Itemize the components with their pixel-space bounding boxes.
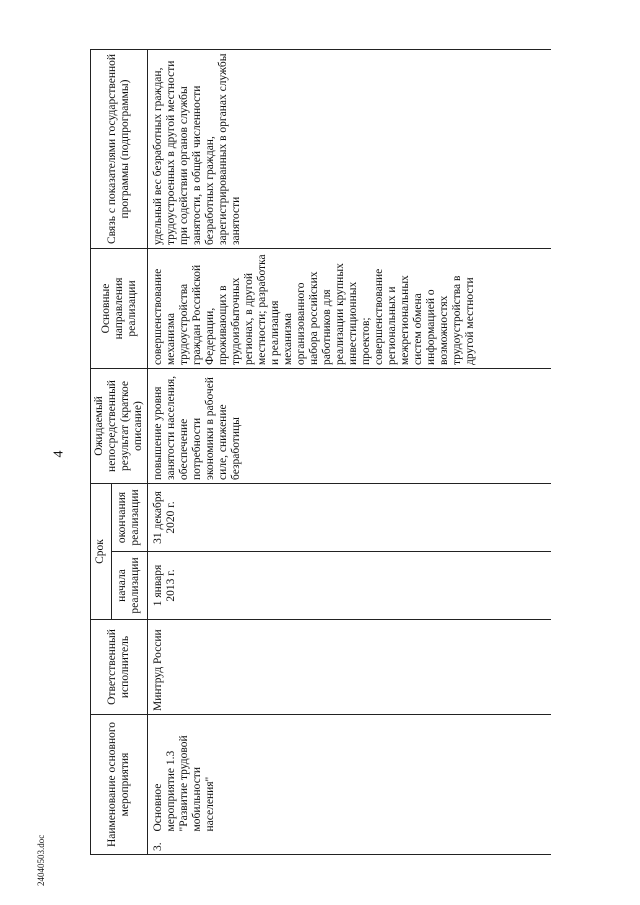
table-row	[148, 49, 552, 854]
header-term-start: начала реализации	[111, 552, 147, 620]
row-term-start: 1 января 2013 г.	[148, 552, 552, 620]
row-directions: совершенствование механизма трудоустройства граждан Российской Федерации, проживающих в трудоизбыточных регионах, в другой местности; разработка и реализация механизма организованного набора российских работников для реализации крупных инвестиционных проектов; совершенствование региональных и межрегиональных систем обмена информацией о возможностях трудоустройства в другой местности	[148, 248, 552, 368]
header-link: Связь с показателями государственной программы (подпрограммы)	[91, 49, 148, 248]
page-number: 4	[51, 450, 67, 458]
activities-table	[90, 49, 551, 855]
header-result: Ожидаемый непосредственный результат (краткое описание)	[91, 368, 148, 483]
header-term: Срок	[91, 483, 112, 619]
rotated-table-container	[90, 50, 570, 855]
header-directions: Основные направления реализации	[91, 248, 148, 368]
row-number: 3.	[148, 835, 552, 855]
document-code: 24040503.doc	[36, 834, 46, 886]
row-name: Основное мероприятие 1.3 "Развитие трудовой мобильности населения"	[148, 715, 552, 835]
header-name: Наименование основного мероприятия	[91, 715, 148, 855]
row-link: удельный вес безработных граждан, трудоустроенных в другой местности при содействии органов службы занятости, в общей численности безработных граждан, зарегистрированных в органах службы занятости	[148, 49, 552, 248]
header-executor: Ответственный исполнитель	[91, 620, 148, 715]
header-term-end: окончания реализации	[111, 483, 147, 551]
row-result: повышение уровня занятости населения, обеспечение потребности экономики в рабочей силе, снижение безработицы	[148, 368, 552, 483]
row-term-end: 31 декабря 2020 г.	[148, 483, 552, 551]
row-executor: Минтруд России	[148, 620, 552, 715]
